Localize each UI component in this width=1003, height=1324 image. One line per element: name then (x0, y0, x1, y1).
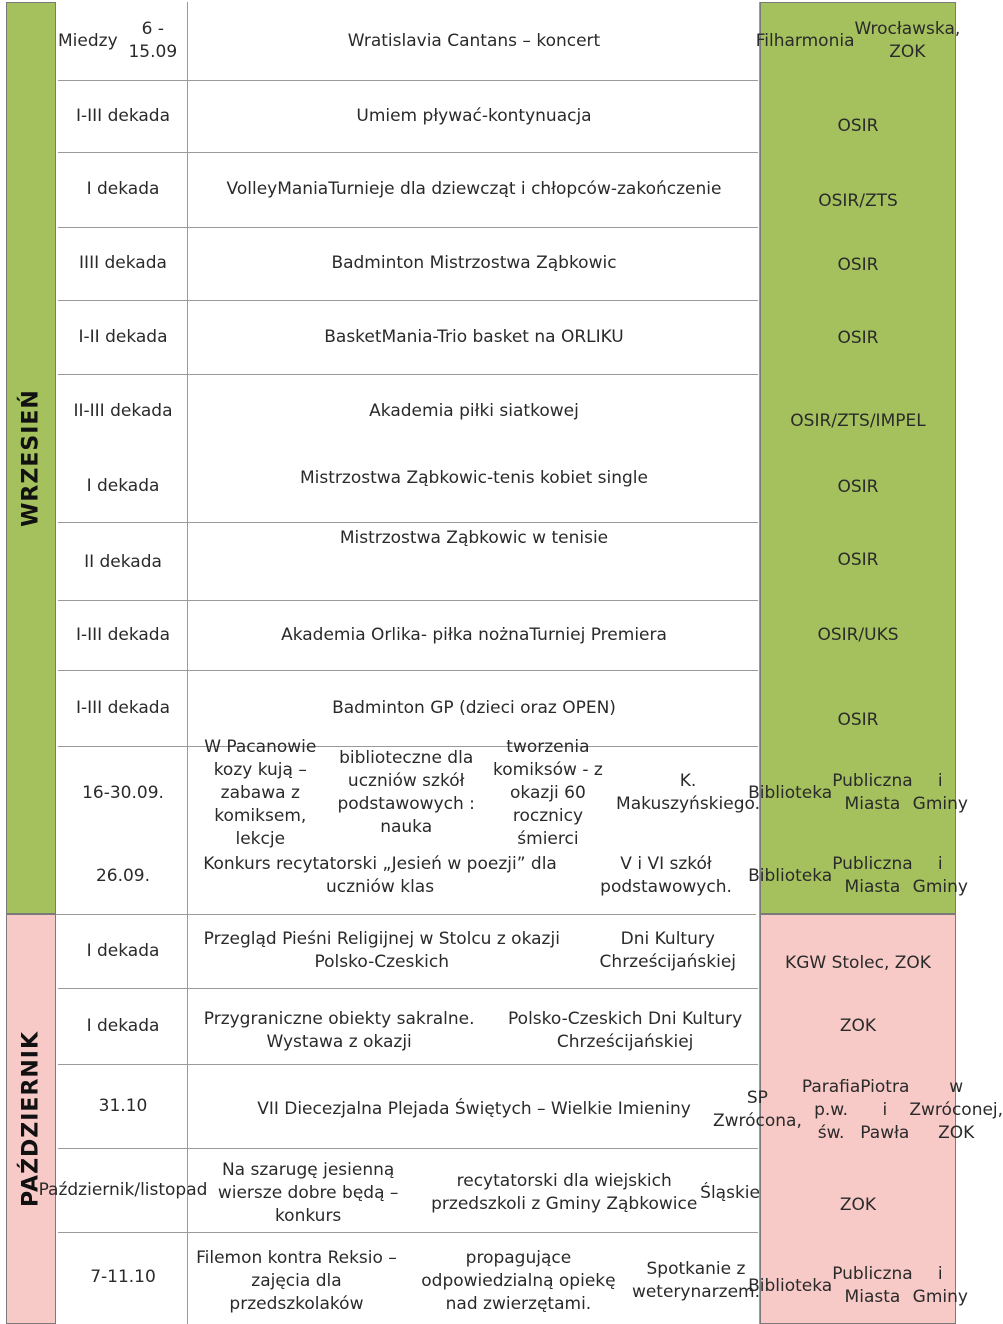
organizer-cell: ZOK (839, 1015, 877, 1036)
date-cell: 26.09. (95, 865, 151, 886)
event-cell: VII Diecezjalna Plejada Świętych – Wielkie Imieniny (257, 1098, 691, 1119)
date-cell: IIII dekada (79, 253, 167, 273)
event-cell: Filemon kontra Reksio – zajęcia dla przedszkolaków propagujące odpowiedzialną opiekę nad zwierzętami. Spotkanie z weterynarzem. (196, 1247, 761, 1314)
date-cell: 16-30.09. (82, 782, 164, 803)
event-cell: Badminton Mistrzostwa Ząbkowic (331, 253, 617, 273)
event-cell: Mistrzostwa Ząbkowic-tenis kobiet single (300, 467, 648, 488)
event-cell: W Pacanowie kozy kują – zabawa z komiksem, lekcje biblioteczne dla uczniów szkół podstawowych : nauka tworzenia komiksów - z okazji 60 rocznicy śmierci K. Makuszyńskiego. (204, 736, 761, 849)
organizer-cell: OSIR (837, 254, 879, 275)
organizer-cell: OSIR (837, 115, 879, 136)
organizer-cell: Biblioteka Publiczna Miasta i Gminy (748, 771, 968, 814)
event-cell: Badminton GP (dzieci oraz OPEN) (332, 697, 616, 718)
event-cell: Akademia Orlika- piłka nożna Turniej Premiera (281, 624, 667, 645)
date-cell: I dekada (86, 179, 160, 199)
date-cell: I dekada (86, 940, 160, 961)
date-cell: I-III dekada (75, 624, 170, 645)
date-cell: Październik/ listopad (38, 1179, 208, 1200)
organizer-cell: Biblioteka Publiczna Miasta i Gminy (748, 1264, 968, 1307)
event-cell: Umiem pływać-kontynuacja (356, 105, 592, 126)
date-cell: I dekada (86, 475, 160, 496)
organizer-cell: OSIR/UKS (817, 624, 899, 645)
organizer-cell: OSIR (837, 327, 879, 348)
date-cell: 31.10 (98, 1095, 148, 1116)
date-cell: Miedzy 6 - 15.09 (58, 19, 178, 62)
month-label-september: WRZESIEŃ (18, 389, 44, 527)
event-cell: Akademia piłki siatkowej (369, 400, 579, 421)
event-cell: Konkurs recytatorski „Jesień w poezji” dla uczniów klas V i VI szkół podstawowych. (203, 854, 732, 897)
event-cell: Przegląd Pieśni Religijnej w Stolcu z okazji Polsko-Czeskich Dni Kultury Chrześcijańskiej (203, 929, 737, 972)
event-cell: Na szarugę jesienną wiersze dobre będą – konkurs recytatorski dla wiejskich przedszkoli z Gminy Ząbkowice Śląskie (217, 1159, 760, 1226)
event-cell: Wratislavia Cantans – koncert (347, 30, 601, 51)
organizer-cell: KGW Stolec, ZOK (785, 952, 931, 973)
event-cell: VolleyMania Turnieje dla dziewcząt i chłopców-zakończenie (226, 179, 722, 199)
organizer-cell: Filharmonia Wrocławska, ZOK (755, 19, 961, 62)
month-label-october: PAŹDZIERNIK (18, 1030, 44, 1208)
organizer-cell: SP Zwrócona, Parafia p.w. św. Piotra i Pawła w Zwróconej, ZOK (712, 1076, 1003, 1143)
organizer-cell: OSIR (837, 476, 879, 497)
organizer-cell: Biblioteka Publiczna Miasta i Gminy (748, 854, 968, 897)
organizer-cell: OSIR (837, 709, 879, 730)
event-cell: Mistrzostwa Ząbkowic w tenisie (339, 527, 609, 548)
date-cell: II dekada (84, 551, 162, 572)
date-cell: I-III dekada (75, 105, 170, 126)
organizer-cell: OSIR/ZTS (818, 190, 898, 211)
event-cell: BasketMania-Trio basket na ORLIKU (324, 326, 624, 347)
organizer-cell: OSIR/ZTS/IMPEL (790, 410, 926, 431)
date-cell: I dekada (86, 1015, 160, 1036)
organizer-cell: ZOK (839, 1194, 877, 1215)
date-cell: I-III dekada (75, 697, 170, 718)
organizer-cell: OSIR (837, 549, 879, 570)
event-cell: Przygraniczne obiekty sakralne. Wystawa z okazji Polsko-Czeskich Dni Kultury Chrześcijańskiej (203, 1009, 743, 1052)
date-cell: I-II dekada (78, 326, 168, 347)
month-band-september (6, 2, 56, 914)
date-cell: 7-11.10 (90, 1266, 156, 1287)
date-cell: II-III dekada (73, 400, 173, 421)
month-band-october (6, 914, 56, 1324)
